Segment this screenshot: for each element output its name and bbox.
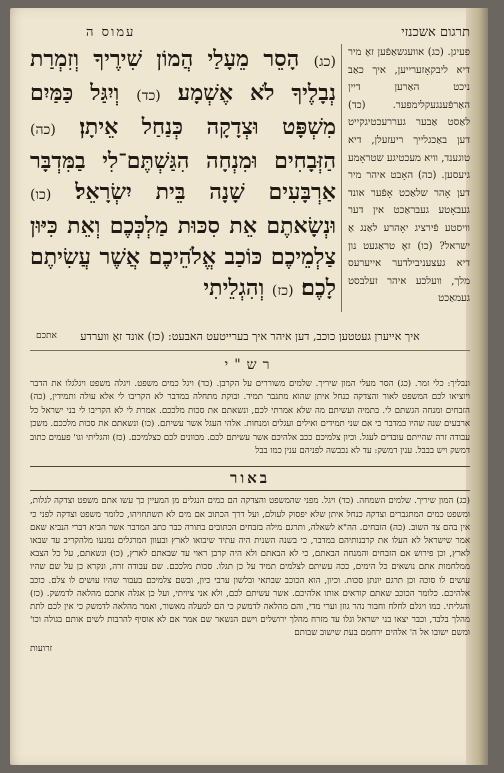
verse-number: (כה) xyxy=(30,122,56,138)
verse-text: וְיִגַּל כַּמַּיִם מִשְׁפָּט וּצְדָקָה כְּנַחַל אֵיתָן׃ xyxy=(30,80,336,140)
book-page xyxy=(10,8,488,765)
rashi-heading: רש"י xyxy=(224,357,276,373)
page-catchword: זרועות xyxy=(30,643,53,654)
verse-number: (כד) xyxy=(136,88,161,104)
verse-text: הָסֵר מֵעָלַי הֲמוֹן שִׁירֶיךָ וְזִמְרַת נְבָלֶיךָ לֹא אֶשְׁמָע׃ xyxy=(30,46,336,106)
running-header xyxy=(30,22,470,44)
text-block xyxy=(30,44,470,350)
verse-text: הַזְּבָחִים וּמִנְחָה הִגַּשְׁתֶּם־לִי בַמִּדְבָּר אַרְבָּעִים שָׁנָה בֵּית יִשְׂרָאֵל׃ xyxy=(30,148,336,205)
divider xyxy=(30,350,470,351)
page-content xyxy=(30,22,470,654)
header-book-chapter: עמוס ה xyxy=(86,25,136,40)
german-translation-column: פעיגן. (כג) אוועגשאַפֿען זאָ מיר דיא ליבקאָזערייען, איך כאַב ניכט האַרען דיין האַרפֿענגעקלימפער. (כד) לאַסט אַבער געררעכטיגקייט דען באַכגלייך ריעזעלן, דיא טוגענד, וויא מעכטיגע שטראָמע גיעסען. (כה) האָבט איהר מיר דען אָהר שלאַכט אָפֿער אונד געבאָטע געבראַכט אין דער וויסטע פֿירציג יאָהרע לאַנג אָ ישראל? (כו) זאָ טראַגעט נון דיא געצעניבילדער אייערעס מלך, וועלכע איהר זעלבסט געמאַכט xyxy=(341,44,470,312)
verse-text: וּנְשָׂאתֶם אֵת סִכּוּת מַלְכְּכֶם וְאֵת כִּיּוּן צַלְמֵיכֶם כּוֹכַב אֱלֹהֵיכֶם אֲשֶׁר עֲשִׂיתֶם לָכֶם׃ xyxy=(30,213,336,301)
catchword: אתכם xyxy=(36,331,57,341)
translation-continuation: איך אייערן געטטען כוכב, דען איהר איך בערייטעט האבעט: (כז) אונד זאָ ווערדע xyxy=(80,330,420,343)
rashi-commentary: ונבליך: כלי זמר. (כג) הסר מעלי המון שיריך. שלמים משוררים על הקרבן. (כד) ויגל כמים משפט. ויגלה משפט ויגלגלו את הדבר ויוציאו לכם המשפט לאור והצדקה כנחל איתן שהוא מתגבר תמיד. ובוקת מתחלה במדבר לא הקריבו לי אלא עולה ותמידין, (כה) הזבחים ומנחה הגשתם לי. בתמיה ועשיתם מה שלא אמרתי לכם, ונשאתם את סכות מלככם. אמרת לי לא הקריבו לי בני ישראל כל ארבעים שנה שהיו במדבר כי אם שני תמידים ואילים ועגלים ומנחות. אלהי העגל אשר עשיתם. (כו) ונשאתם את סכות מלככם. משכן עבודה זרה שהייתם עובדים לעגל. וכיון צלמיכם ככב אלהיכם אשר עשיתם לכם. מכוונים לכם כצלמיכם. (כז) והגליתי וגו' פעמים כתוב דמשק ויש בבבל. ענין דמשק: עד לא נכבשה לפניהם ענין כמו בבל xyxy=(30,379,470,457)
biur-heading: באור xyxy=(30,466,470,491)
verse-number: (כז) xyxy=(271,283,294,299)
verse-number: (כו) xyxy=(30,187,52,203)
verse-number: (כג) xyxy=(313,54,336,70)
biur-commentary: (כג) המון שיריך. שלמים השמחה. (כד) ויגל. מפני שהמשפט והצדקה הם כמים הנגלים מן המעיין כך עשו אתם משפט וצדקה לגלות, ומשפט כמים המתגברים וצדקה כנחל איתן שלא יפסוק לעולם, ועל דרך הכתוב אם מים לא תשתחויהו, כלומר משפט וצדקה לפני כי אין בהם צד השוב. (כה) הזבחים. הה"א לשאלה, ותרגם מילה בזבחים הכתובים בתורה כבר כתב המדבר אשר הביא דברי הנביא שאם אמר שישראל לא העלו את קרבנותיהם במדבר, כי בשנה השנית היה עתיד שיבואו לארץ ובעוון המרגלים נמנעו מלהקריב עד שבאו לארץ, וכן פירוש אם הזבחים והמנחה הבאתם, כי לא הבאתם ולא היה קרבן ראוי עד שבאתם לארץ, (כו) ונשאתם, על כל הצבא ממלחמות אתם נושאים כל הימים, ככה עשיתם לצלמים תמיד על כן תגלו. סכות מלככם. שם עבודה זרה, ונקרא כן על שם שהיו עושים לו סוכה וכן תרגם יונתן סכות. וכיון, הוא הכוכב שבתאי ובלשון ערבי כיון, ובשם צלמיכם בעבור שהיו עושים לו צלם. כוכב אלהיכם. כלומר הכוכב שאתם קוראים אותו אלהיכם. אשר עשיתם לכם, ולא אני ציויתי, ועל כן אגלה אתכם מהלאה לדמשק. (כז) והגליתי. כמו ויגלם לחלח וחבור נהר גוזן וערי מדי, והם מהלאה לדמשק כי הם למעלה מאשור, ואמר מהלאה לדמשק כי אין לכם לתת מהלך בלבד, וכבר יצאו בני ישראל וגלו עד מזרח מהלך ירושלים וישם הנשאר שם אמר אם לא אוסיף להרבות לשים אותם בגולה וכו' ומשם ישובו אל ה' אלהים ירחמם בעת שישוב שבותם xyxy=(30,496,470,639)
header-translation-title: תרגום אשכנזי xyxy=(401,25,470,40)
hebrew-verse-block xyxy=(30,44,336,307)
verse-text: וְהִגְלֵיתִי xyxy=(203,275,265,301)
